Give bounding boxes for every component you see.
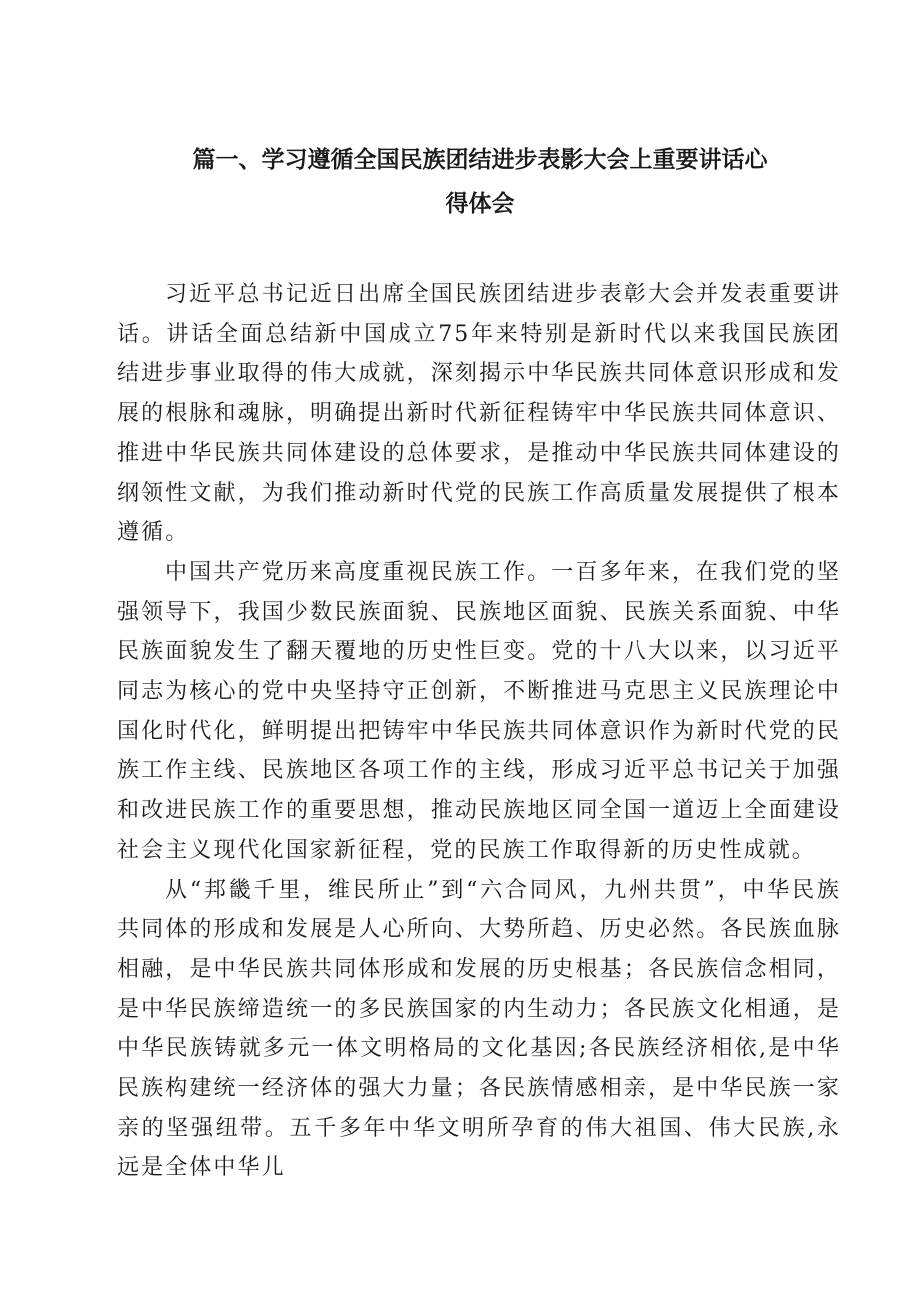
- paragraph-1: 习近平总书记近日出席全国民族团结进步表彰大会并发表重要讲话。讲话全面总结新中国成立75年来特别是新时代以来我国民族团结进步事业取得的伟大成就，深刻揭示中华民族共同体意识形成和发展的根脉和魂脉，明确提出新时代新征程铸牢中华民族共同体意识、推进中华民族共同体建设的总体要求，是推动中华民族共同体建设的纲领性文献，为我们推动新时代党的民族工作高质量发展提供了根本遵循。: [117, 282, 841, 546]
- document-title-line-2: 得体会: [445, 191, 515, 217]
- paragraph-2: 中国共产党历来高度重视民族工作。一百多年来，在我们党的坚强领导下，我国少数民族面貌、民族地区面貌、民族关系面貌、中华民族面貌发生了翻天覆地的历史性巨变。党的十八大以来，以习近平同志为核心的党中央坚持守正创新，不断推进马克思主义民族理论中国化时代化，鲜明提出把铸牢中华民族共同体意识作为新时代党的民族工作主线、民族地区各项工作的主线，形成习近平总书记关于加强和改进民族工作的重要思想，推动民族地区同全国一道迈上全面建设社会主义现代化国家新征程，党的民族工作取得新的历史性成就。: [117, 559, 841, 863]
- document-title-line-1: 篇一、学习遵循全国民族团结进步表影大会上重要讲话心: [192, 147, 768, 173]
- paragraph-3: 从“邦畿千里，维民所止”到“六合同风，九州共贯”，中华民族共同体的形成和发展是人心所向、大势所趋、历史必然。各民族血脉相融，是中华民族共同体形成和发展的历史根基；各民族信念相同，是中华民族缔造统一的多民族国家的内生动力；各民族文化相通，是中华民族铸就多元一体文明格局的文化基因;各民族经济相依,是中华民族构建统一经济体的强大力量；各民族情感相亲，是中华民族一家亲的坚强纽带。五千多年中华文明所孕育的伟大祖国、伟大民族,永远是全体中华儿: [117, 877, 841, 1181]
- document-body: [117, 275, 841, 1188]
